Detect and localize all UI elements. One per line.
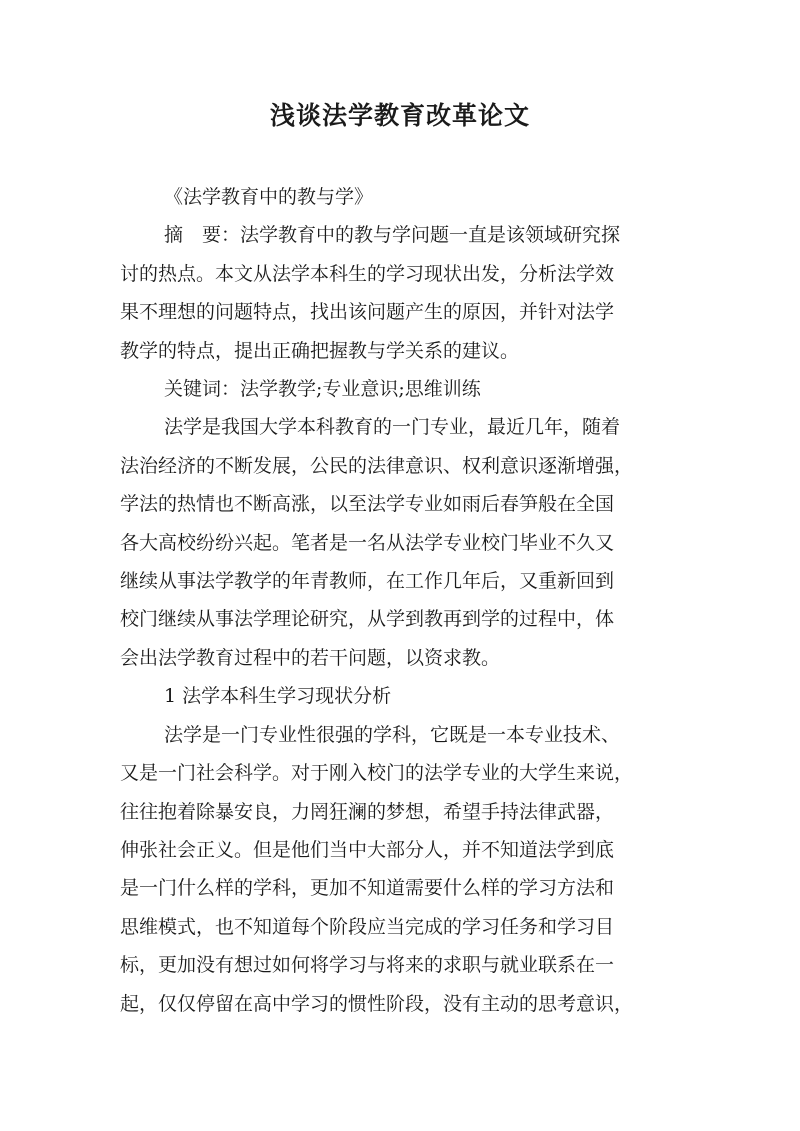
body-line: 法学是一门专业性很强的学科，它既是一本专业技术、 [164, 723, 621, 746]
body-line: 校门继续从事法学理论研究，从学到教再到学的过程中，体 [120, 608, 615, 631]
section-heading: 1 法学本科生学习现状分析 [164, 685, 392, 708]
body-line: 往往抱着除暴安良，力罔狂澜的梦想，希望手持法律武器， [120, 800, 615, 823]
body-line: 会出法学教育过程中的若干问题，以资求教。 [120, 646, 501, 669]
body-line: 继续从事法学教学的年青教师，在工作几年后，又重新回到 [120, 570, 615, 593]
body-line: 标，更加没有想过如何将学习与将来的求职与就业联系在一 [120, 954, 615, 977]
keywords-line: 关键词：法学教学;专业意识;思维训练 [164, 378, 481, 401]
body-line: 各大高校纷纷兴起。笔者是一名从法学专业校门毕业不久又 [120, 531, 615, 554]
body-line: 又是一门社会科学。对于刚入校门的法学专业的大学生来说， [120, 762, 634, 785]
subtitle-line: 《法学教育中的教与学》 [164, 186, 374, 208]
body-line: 伸张社会正义。但是他们当中大部分人，并不知道法学到底 [120, 838, 615, 861]
abstract-line: 果不理想的问题特点，找出该问题产生的原因，并针对法学 [120, 301, 615, 324]
document-title: 浅谈法学教育改革论文 [269, 101, 530, 130]
body-line: 是一门什么样的学科，更加不知道需要什么样的学习方法和 [120, 877, 615, 900]
body-line: 思维模式，也不知道每个阶段应当完成的学习任务和学习目 [120, 915, 615, 938]
document-body [120, 178, 680, 1023]
body-line: 法学是我国大学本科教育的一门专业，最近几年，随着 [164, 416, 621, 439]
abstract-line: 讨的热点。本文从法学本科生的学习现状出发，分析法学效 [120, 262, 615, 285]
body-line: 学法的热情也不断高涨，以至法学专业如雨后春笋般在全国 [120, 493, 615, 516]
abstract-line: 摘 要：法学教育中的教与学问题一直是该领域研究探 [164, 224, 621, 247]
abstract-line: 教学的特点，提出正确把握教与学关系的建议。 [120, 339, 520, 362]
body-line: 法治经济的不断发展，公民的法律意识、权利意识逐渐增强， [120, 454, 634, 477]
body-line: 起，仅仅停留在高中学习的惯性阶段，没有主动的思考意识， [120, 992, 634, 1015]
